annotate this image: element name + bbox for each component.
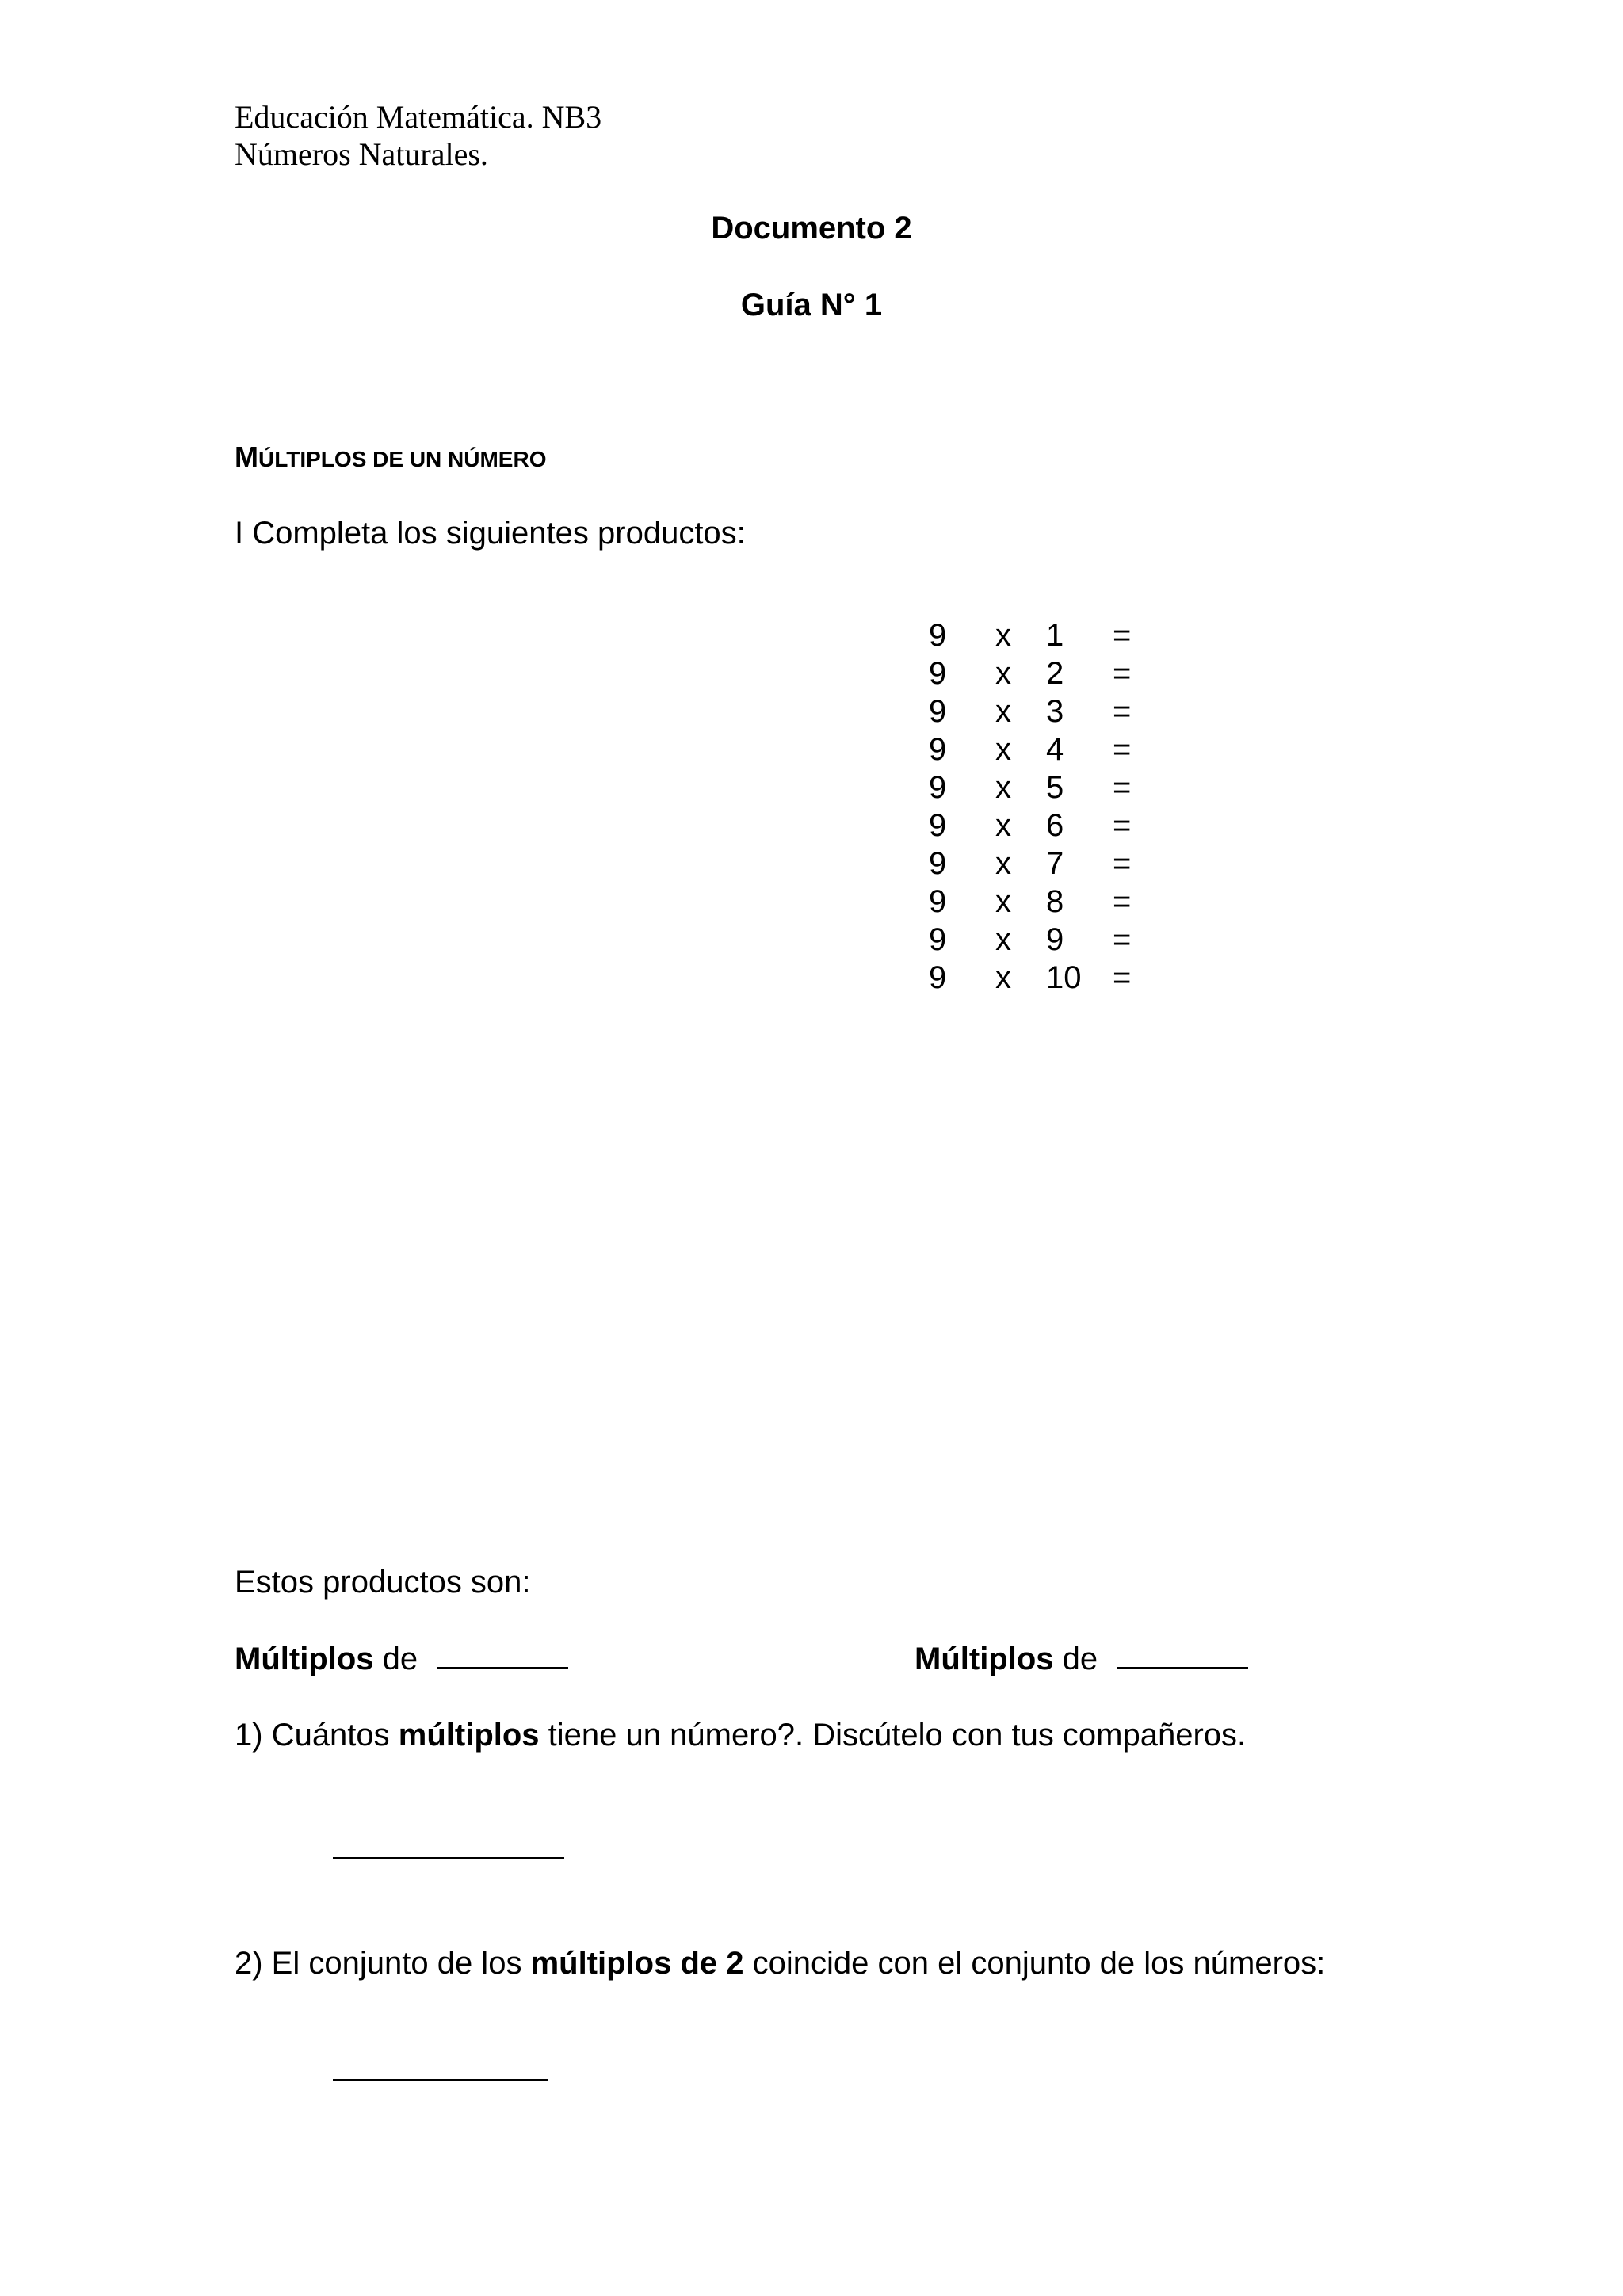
- question-2: [235, 1945, 1325, 1981]
- question-2-post: coincide con el conjunto de los números:: [743, 1946, 1326, 1981]
- products-table: [929, 616, 1151, 997]
- product-row: [929, 769, 1151, 807]
- product-row: [929, 883, 1151, 921]
- factor-b: 9: [1046, 922, 1064, 957]
- question-2-answer-blank[interactable]: [333, 2079, 548, 2081]
- question-1-post: tiene un número?. Discútelo con tus compañeros.: [539, 1718, 1247, 1753]
- section-heading-rest: ÚLTIPLOS DE UN NÚMERO: [258, 447, 547, 471]
- factor-a: 9: [929, 618, 947, 653]
- factor-b: 8: [1046, 884, 1064, 919]
- times-sign: x: [995, 846, 1011, 881]
- times-sign: x: [995, 922, 1011, 957]
- question-2-pre: 2) El conjunto de los: [235, 1946, 531, 1981]
- instruction-text: I Completa los siguientes productos:: [235, 516, 746, 551]
- multiples-right-suffix: de: [1053, 1642, 1098, 1676]
- factor-a: 9: [929, 960, 947, 995]
- factor-b: 7: [1046, 846, 1064, 881]
- times-sign: x: [995, 884, 1011, 919]
- multiples-left-prompt: [235, 1640, 568, 1677]
- equals-sign: =: [1113, 732, 1132, 767]
- equals-sign: =: [1113, 694, 1132, 729]
- product-row: [929, 654, 1151, 692]
- factor-a: 9: [929, 808, 947, 843]
- factor-a: 9: [929, 884, 947, 919]
- times-sign: x: [995, 770, 1011, 805]
- factor-a: 9: [929, 770, 947, 805]
- equals-sign: =: [1113, 960, 1132, 995]
- product-row: [929, 959, 1151, 997]
- header-topic: Números Naturales.: [235, 136, 488, 172]
- multiples-left-label: Múltiplos: [235, 1642, 374, 1676]
- document-title: Documento 2: [711, 211, 912, 246]
- factor-a: 9: [929, 656, 947, 691]
- multiples-right-blank[interactable]: [1117, 1640, 1248, 1669]
- header-subject: Educación Matemática. NB3: [235, 99, 602, 135]
- multiples-right-label: Múltiplos: [915, 1642, 1054, 1676]
- factor-a: 9: [929, 694, 947, 729]
- multiples-left-blank[interactable]: [437, 1640, 568, 1669]
- multiples-left-suffix: de: [373, 1642, 418, 1676]
- product-row: [929, 730, 1151, 769]
- product-row: [929, 692, 1151, 730]
- factor-b: 2: [1046, 656, 1064, 691]
- factor-b: 5: [1046, 770, 1064, 805]
- product-row: [929, 845, 1151, 883]
- times-sign: x: [995, 618, 1011, 653]
- times-sign: x: [995, 732, 1011, 767]
- question-1-pre: 1) Cuántos: [235, 1718, 399, 1753]
- equals-sign: =: [1113, 656, 1132, 691]
- summary-text: Estos productos son:: [235, 1565, 531, 1600]
- question-1-answer-blank[interactable]: [333, 1857, 564, 1859]
- equals-sign: =: [1113, 770, 1132, 805]
- question-2-bold: múltiplos de 2: [530, 1946, 744, 1981]
- multiples-right-prompt: [915, 1640, 1248, 1677]
- factor-b: 10: [1046, 960, 1082, 995]
- factor-a: 9: [929, 922, 947, 957]
- section-heading-initial: M: [235, 441, 258, 473]
- factor-a: 9: [929, 732, 947, 767]
- factor-b: 4: [1046, 732, 1064, 767]
- equals-sign: =: [1113, 808, 1132, 843]
- factor-b: 6: [1046, 808, 1064, 843]
- equals-sign: =: [1113, 618, 1132, 653]
- times-sign: x: [995, 808, 1011, 843]
- product-row: [929, 616, 1151, 654]
- factor-b: 3: [1046, 694, 1064, 729]
- factor-b: 1: [1046, 618, 1064, 653]
- equals-sign: =: [1113, 922, 1132, 957]
- equals-sign: =: [1113, 884, 1132, 919]
- section-heading: [235, 441, 546, 476]
- question-1-bold: múltiplos: [398, 1718, 540, 1753]
- factor-a: 9: [929, 846, 947, 881]
- guide-title: Guía N° 1: [740, 288, 883, 322]
- product-row: [929, 921, 1151, 959]
- product-row: [929, 807, 1151, 845]
- times-sign: x: [995, 656, 1011, 691]
- times-sign: x: [995, 694, 1011, 729]
- equals-sign: =: [1113, 846, 1132, 881]
- question-1: [235, 1717, 1246, 1753]
- times-sign: x: [995, 960, 1011, 995]
